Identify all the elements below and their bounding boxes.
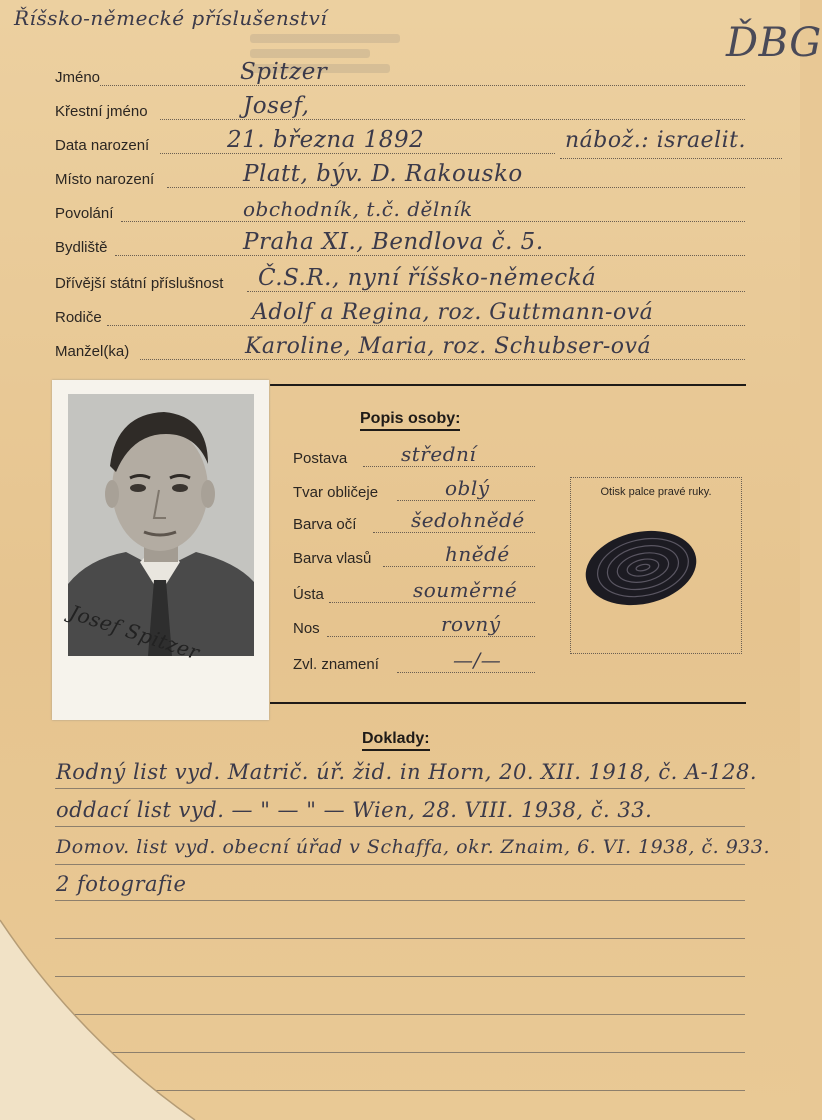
description-row-nose	[293, 612, 535, 642]
field-value: Spitzer	[240, 59, 328, 85]
description-row-marks	[293, 648, 535, 678]
photo-frame	[52, 380, 269, 720]
field-value: Adolf a Regina, roz. Guttmann-ová	[252, 300, 654, 325]
field-dots	[115, 255, 745, 256]
divider-middle	[270, 702, 746, 704]
religion-value: nábož.: israelit.	[565, 128, 746, 153]
document-line: Domov. list vyd. obecní úřad v Schaffa, okr. Znaim, 6. VI. 1938, č. 933.	[56, 836, 771, 858]
description-row-hair	[293, 542, 535, 572]
description-label: Postava	[293, 450, 348, 467]
field-value: Josef,	[243, 93, 310, 119]
description-row-build	[293, 442, 535, 472]
field-label: Dřívější státní příslušnost	[55, 275, 224, 292]
field-row-residence	[55, 228, 745, 262]
divider-top	[270, 384, 746, 386]
top-note: Říšsko-německé příslušenství	[14, 6, 328, 30]
description-dots	[329, 602, 535, 603]
field-dots	[100, 85, 745, 86]
field-value: obchodník, t.č. dělník	[243, 197, 473, 221]
folded-corner	[0, 920, 200, 1120]
field-row-birth-date	[55, 126, 555, 160]
field-row-birth-place	[55, 160, 745, 194]
field-label: Bydliště	[55, 239, 108, 256]
field-label: Manžel(ka)	[55, 343, 130, 360]
description-dots	[327, 636, 535, 637]
field-dots	[167, 187, 745, 188]
documents-title: Doklady:	[362, 730, 430, 751]
field-label: Křestní jméno	[55, 103, 148, 120]
field-dots	[107, 325, 745, 326]
description-label: Tvar obličeje	[293, 484, 379, 501]
field-dots	[140, 359, 745, 360]
field-label: Jméno	[55, 69, 101, 86]
field-value: Č.S.R., nyní říšsko-německá	[258, 265, 597, 291]
description-row-eyes	[293, 508, 535, 538]
ruled-line	[55, 826, 745, 827]
document-line: 2 fotografie	[56, 872, 187, 896]
thumbprint-icon	[581, 528, 701, 608]
document-line: Rodný list vyd. Matrič. úř. žid. in Horn, 20. XII. 1918, č. A-128.	[56, 760, 757, 784]
description-value: souměrné	[413, 578, 518, 602]
description-value: —/—	[453, 648, 502, 672]
description-label: Zvl. znamení	[293, 656, 379, 673]
field-row-first-name	[55, 92, 745, 126]
field-dots	[160, 153, 555, 154]
ruled-line	[55, 864, 745, 865]
description-value: šedohnědé	[411, 508, 525, 532]
initials: ĎBG	[726, 20, 822, 66]
field-value: Platt, býv. D. Rakousko	[243, 161, 523, 187]
description-value: rovný	[441, 612, 501, 636]
description-value: hnědé	[445, 542, 510, 566]
description-row-face	[293, 476, 535, 506]
photo-signature: Josef Spitzer	[66, 600, 203, 665]
portrait-photo	[66, 394, 254, 665]
description-dots	[383, 566, 535, 567]
description-dots	[397, 500, 535, 501]
field-row-parents	[55, 298, 745, 332]
field-label: Rodiče	[55, 309, 102, 326]
field-label: Místo narození	[55, 171, 155, 188]
field-value: 21. března 1892	[227, 127, 425, 153]
description-row-mouth	[293, 578, 535, 608]
description-dots	[397, 672, 535, 673]
religion-line	[560, 158, 782, 159]
field-label: Povolání	[55, 205, 114, 222]
field-row-spouse	[55, 332, 745, 366]
description-label: Barva vlasů	[293, 550, 372, 567]
field-row-occupation	[55, 194, 745, 228]
ruled-line	[55, 900, 745, 901]
description-dots	[363, 466, 535, 467]
field-dots	[247, 291, 745, 292]
field-row-name	[55, 58, 745, 92]
description-label: Nos	[293, 620, 320, 637]
thumbprint-caption: Otisk palce pravé ruky.	[600, 486, 712, 498]
description-dots	[373, 532, 535, 533]
description-label: Barva očí	[293, 516, 357, 533]
field-label: Data narození	[55, 137, 150, 154]
description-value: oblý	[445, 476, 490, 500]
ruled-line	[55, 788, 745, 789]
field-value: Praha XI., Bendlova č. 5.	[243, 229, 544, 255]
description-value: střední	[401, 442, 477, 466]
description-label: Ústa	[293, 586, 324, 603]
field-value: Karoline, Maria, roz. Schubser-ová	[245, 334, 652, 359]
document-line: oddací list vyd. — " — " — Wien, 28. VIII. 1938, č. 33.	[56, 798, 653, 822]
field-dots	[160, 119, 745, 120]
field-dots	[121, 221, 745, 222]
description-title: Popis osoby:	[360, 410, 460, 431]
field-row-former-citizenship	[55, 264, 745, 298]
thumbprint-box	[570, 477, 742, 654]
